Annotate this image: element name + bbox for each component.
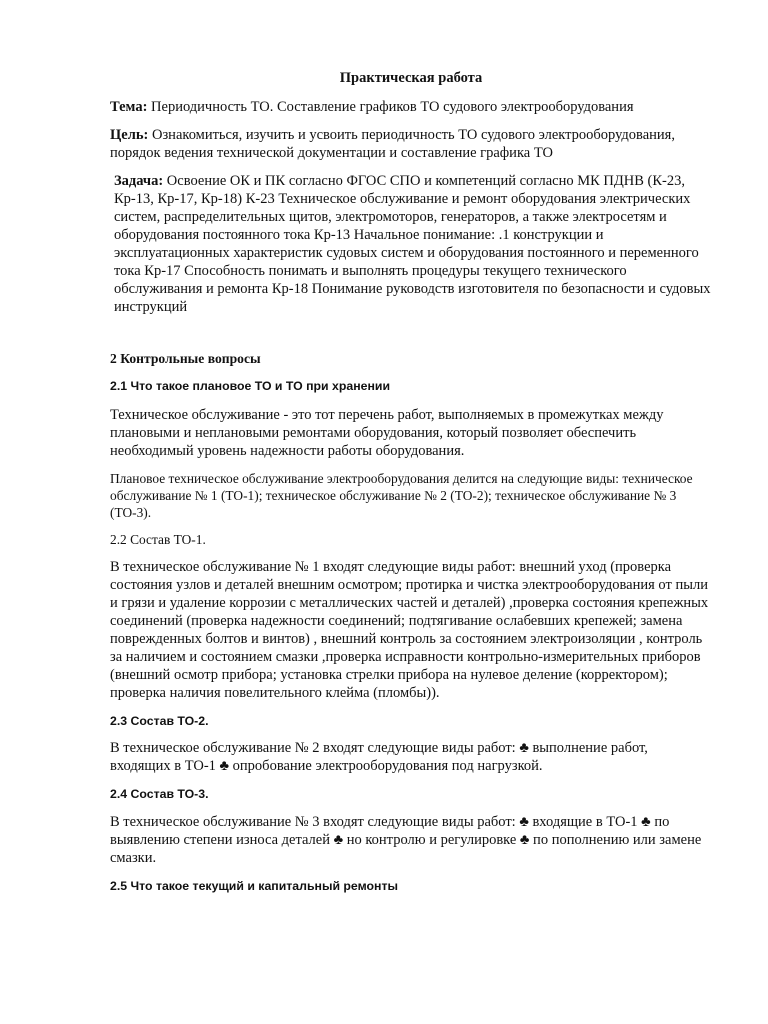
page-title: Практическая работа (339, 70, 483, 86)
topic-paragraph (110, 98, 712, 116)
question-2-4-paragraph: В техническое обслуживание № 3 входят следующие виды работ: ♣ входящие в ТО-1 ♣ по выявлению степени износа деталей ♣ но контролю и регулировке ♣ по пополнению или замене смазки. (110, 814, 702, 866)
question-2-1-heading: 2.1 Что такое плановое ТО и ТО при хранении (110, 379, 391, 393)
question-2-3-paragraph: В техническое обслуживание № 2 входят следующие виды работ: ♣ выполнение работ, входящих в ТО-1 ♣ опробование электрооборудования под нагрузкой. (110, 740, 648, 774)
section-heading: 2 Контрольные вопросы (110, 351, 261, 366)
topic-text: Периодичность ТО. Составление графиков ТО судового электрооборудования (147, 99, 634, 115)
question-2-2-paragraph: В техническое обслуживание № 1 входят следующие виды работ: внешний уход (проверка состояния узлов и деталей внешним осмотром; протирка и чистка электрооборудования от пыли и грязи и удаление коррозии с металлических частей и деталей) ,проверка состояния крепежных соединений (проверка надежности соединений; подтягивание ослабевших крепежей; замена поврежденных болтов и винтов) , внешний контроль за состоянием электроизоляции , контроль за наличием и состоянием смазки ,проверка исправности контрольно-измерительных приборов (внешний осмотр прибора; установка стрелки прибора на нулевое деление (корректором); проверка наличия повелительного клейма (пломбы)). (110, 559, 709, 701)
goal-paragraph (110, 126, 712, 162)
goal-text: Ознакомиться, изучить и усвоить периодичность ТО судового электрооборудования, порядок ведения технической документации и составление графика ТО (110, 127, 675, 161)
question-2-5-heading: 2.5 Что такое текущий и капитальный ремонты (110, 879, 399, 893)
question-2-1-paragraph-1: Техническое обслуживание - это тот перечень работ, выполняемых в промежутках между плановыми и неплановыми ремонтами оборудования, который позволяет обеспечить необходимый уровень надежности работы оборудования. (110, 407, 664, 459)
question-2-3-heading: 2.3 Состав ТО-2. (110, 714, 209, 728)
topic-label: Тема: (110, 99, 148, 115)
question-2-4-heading: 2.4 Состав ТО-3. (110, 787, 209, 801)
question-2-2-heading: 2.2 Состав ТО-1. (110, 532, 206, 547)
goal-label: Цель: (110, 127, 149, 143)
task-paragraph (110, 172, 712, 316)
task-text: Освоение ОК и ПК согласно ФГОС СПО и компетенций согласно МК ПДНВ (К-23, Кр-13, Кр-17, Кр-18) К-23 Техническое обслуживание и ремонт оборудования электрических систем, распределительных щитов, электромоторов, генераторов, а также электросетям и оборудования постоянного тока Кр-13 Начальное понимание: .1 конструкции и эксплуатационных характеристик судовых систем и оборудования постоянного и переменного тока Кр-17 Способность понимать и выполнять процедуры текущего технического обслуживания и ремонта Кр-18 Понимание руководств изготовителя по безопасности и судовых инструкций (114, 173, 711, 315)
task-label: Задача: (114, 173, 164, 189)
question-2-1-paragraph-2: Плановое техническое обслуживание электрооборудования делится на следующие виды: техническое обслуживание № 1 (ТО-1); техническое обслуживание № 2 (ТО-2); техническое обслуживание № 3 (ТО-3). (110, 471, 693, 520)
